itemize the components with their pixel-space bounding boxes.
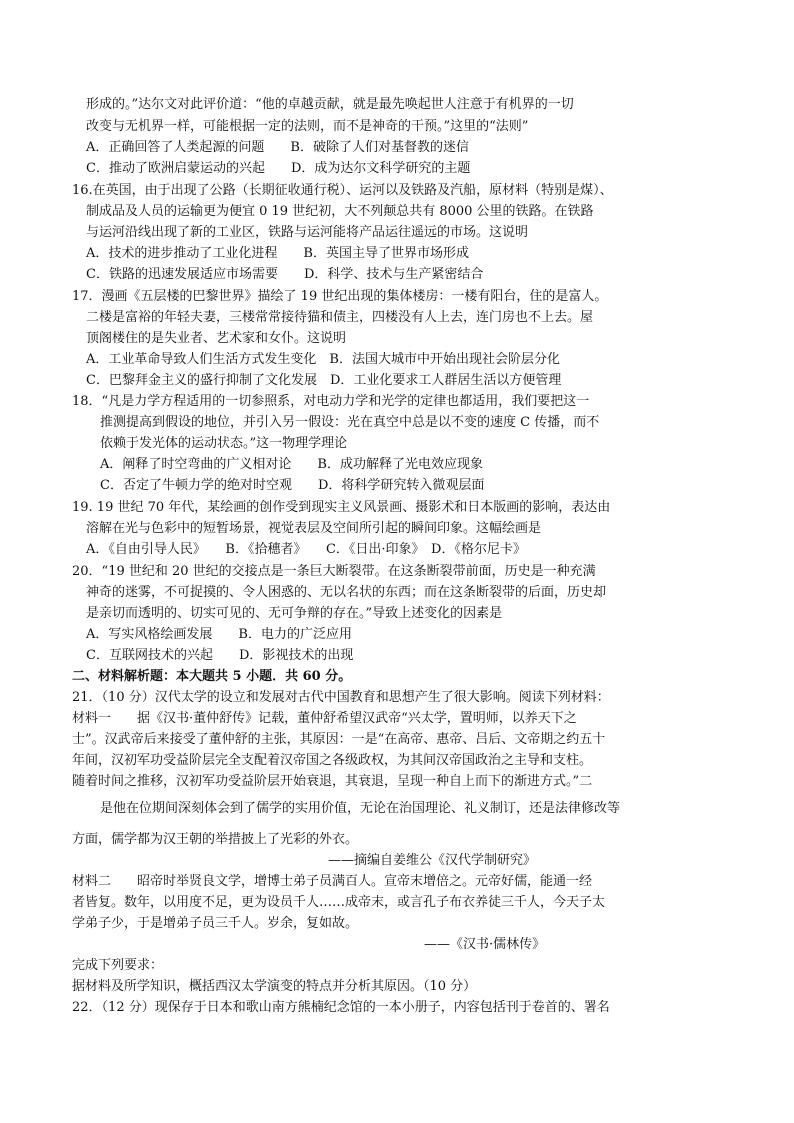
text-line: 二楼是富裕的年轻夫妻，三楼常常接待猫和债主，四楼没有人上去，连门房也不上去。屋 <box>86 310 594 325</box>
text-line: 学弟子少，于是增弟子员三千人。岁余，复如故。 <box>72 916 359 931</box>
text-line: 推测提高到假设的地位，并引入另一假设：光在真空中总是以不变的速度 C 传播，而不 <box>100 415 600 430</box>
question-17: 17．漫画《五层楼的巴黎世界》描绘了 19 世纪出现的集体楼房：一楼有阳台，住的是富人。 <box>72 289 608 304</box>
question-18: 18．“凡是力学方程适用的一切参照系，对电动力学和光学的定律也都适用，我们要把这一 <box>72 394 590 409</box>
requirement-heading: 完成下列要求： <box>72 958 164 973</box>
material-one: 材料一 据《汉书·董仲舒传》记载，董仲舒希望汉武帝“兴太学，置明师，以养天下之 <box>72 711 577 726</box>
option-line: A．正确回答了人类起源的问题 B．破除了人们对基督教的迷信 <box>86 140 469 155</box>
text-line: 神奇的迷雾，不可捉摸的、令人困惑的、无以名状的东西；而在这条断裂带的后面，历史却 <box>86 585 607 600</box>
option-line: C．互联网技术的兴起 D．影视技术的出现 <box>86 648 354 663</box>
text-line: 溶解在光与色彩中的短暂场景，视觉表层及空间所引起的瞬间印象。这幅绘画是 <box>86 521 542 536</box>
option-line: A．写实风格绘画发展 B．电力的广泛应用 <box>86 627 352 642</box>
text-line: 士”。汉武帝后来接受了董仲舒的主张，其原因：一是“在高帝、惠帝、吕后、文帝期之约五十 <box>72 732 606 747</box>
option-line: C．铁路的迅速发展适应市场需要 D．科学、技术与生产紧密结合 <box>86 267 484 282</box>
text-line: 是他在位期间深刻体会到了儒学的实用价值，无论在治国理论、礼义制订，还是法律修改等 <box>100 801 621 816</box>
text-line: 是亲切而透明的、切实可见的、无可争辩的存在。”导致上述变化的因素是 <box>86 606 503 621</box>
text-line: 与运河沿线出现了新的工业区，铁路与运河能将产品运往遥远的市场。这说明 <box>86 225 529 240</box>
requirement-text: 据材料及所学知识，概括西汉太学演变的特点并分析其原因。（10 分） <box>72 979 477 994</box>
option-line: A．《自由引导人民》 B．《拾穗者》 C．《日出·印象》 D．《格尔尼卡》 <box>86 542 526 557</box>
option-line: A．工业革命导致人们生活方式发生变化 B．法国大城市中开始出现社会阶层分化 <box>86 352 560 367</box>
text-line: 依赖于发光体的运动状态。”这一物理学理论 <box>100 436 348 451</box>
text-line: 改变与无机界一样，可能根据一定的法则，而不是神奇的干预。”这里的“法则” <box>86 119 529 134</box>
text-line: 顶阁楼住的是失业者、艺术家和女仆。这说明 <box>86 331 347 346</box>
question-19: 19. 19 世纪 70 年代，某绘画的创作受到现实主义风景画、摄影术和日本版画的影响，表达由 <box>72 500 611 515</box>
text-line: 者皆复。数年，以用度不足，更为设员千人……成帝末，或言孔子布衣养徒三千人，今天子太 <box>72 895 606 910</box>
option-line: C．巴黎拜金主义的盛行抑制了文化发展 D．工业化要求工人群居生活以方便管理 <box>86 373 562 388</box>
question-16: 16.在英国，由于出现了公路（长期征收通行税）、运河以及铁路及汽船，原材料（特别是煤）、 <box>72 183 613 198</box>
section-heading: 二、材料解析题：本大题共 5 小题．共 60 分。 <box>72 669 352 684</box>
source-citation: ——摘编自姜维公《汉代学制研究》 <box>328 853 537 868</box>
option-line: A．技术的进步推动了工业化进程 B．英国主导了世界市场形成 <box>86 246 469 261</box>
material-two: 材料二 昭帝时举贤良文学，增博士弟子员满百人。宣帝末增倍之。元帝好儒，能通一经 <box>72 874 593 889</box>
option-line: C．否定了牛顿力学的绝对时空观 D．将科学研究转入微观层面 <box>100 478 485 493</box>
text-line: 随着时间之推移，汉初军功受益阶层开始衰退，其衰退，呈现一种自上而下的渐进方式。”二 <box>72 774 593 789</box>
source-citation: ——《汉书·儒林传》 <box>424 937 546 952</box>
question-21: 21．（10 分）汉代太学的设立和发展对古代中国教育和思想产生了很大影响。阅读下列材料： <box>72 690 610 705</box>
text-line: 年间，汉初军功受益阶层完全支配着汉帝国之各级政权，为其间汉帝国政治之主导和支柱。 <box>72 753 593 768</box>
question-22: 22．（12 分）现保存于日本和歌山南方熊楠纪念馆的一本小册子，内容包括刊于卷首的、署名 <box>72 1000 610 1015</box>
text-line: 制成品及人员的运输更为便宜 0 19 世纪初，大不列颠总共有 8000 公里的铁路。在铁路 <box>86 204 594 219</box>
question-20: 20．“19 世纪和 20 世纪的交接点是一条巨大断裂带。在这条断裂带前面，历史是一种充满 <box>72 564 596 579</box>
option-line: C．推动了欧洲启蒙运动的兴起 D．成为达尔文科学研究的主题 <box>86 161 471 176</box>
text-line: 形成的。”达尔文对此评价道：“他的卓越贡献，就是最先唤起世人注意于有机界的一切 <box>86 97 574 112</box>
option-line: A．阐释了时空弯曲的广义相对论 B．成功解释了光电效应现象 <box>100 457 483 472</box>
text-line: 方面，儒学都为汉王朝的举措披上了光彩的外衣。 <box>72 832 359 847</box>
